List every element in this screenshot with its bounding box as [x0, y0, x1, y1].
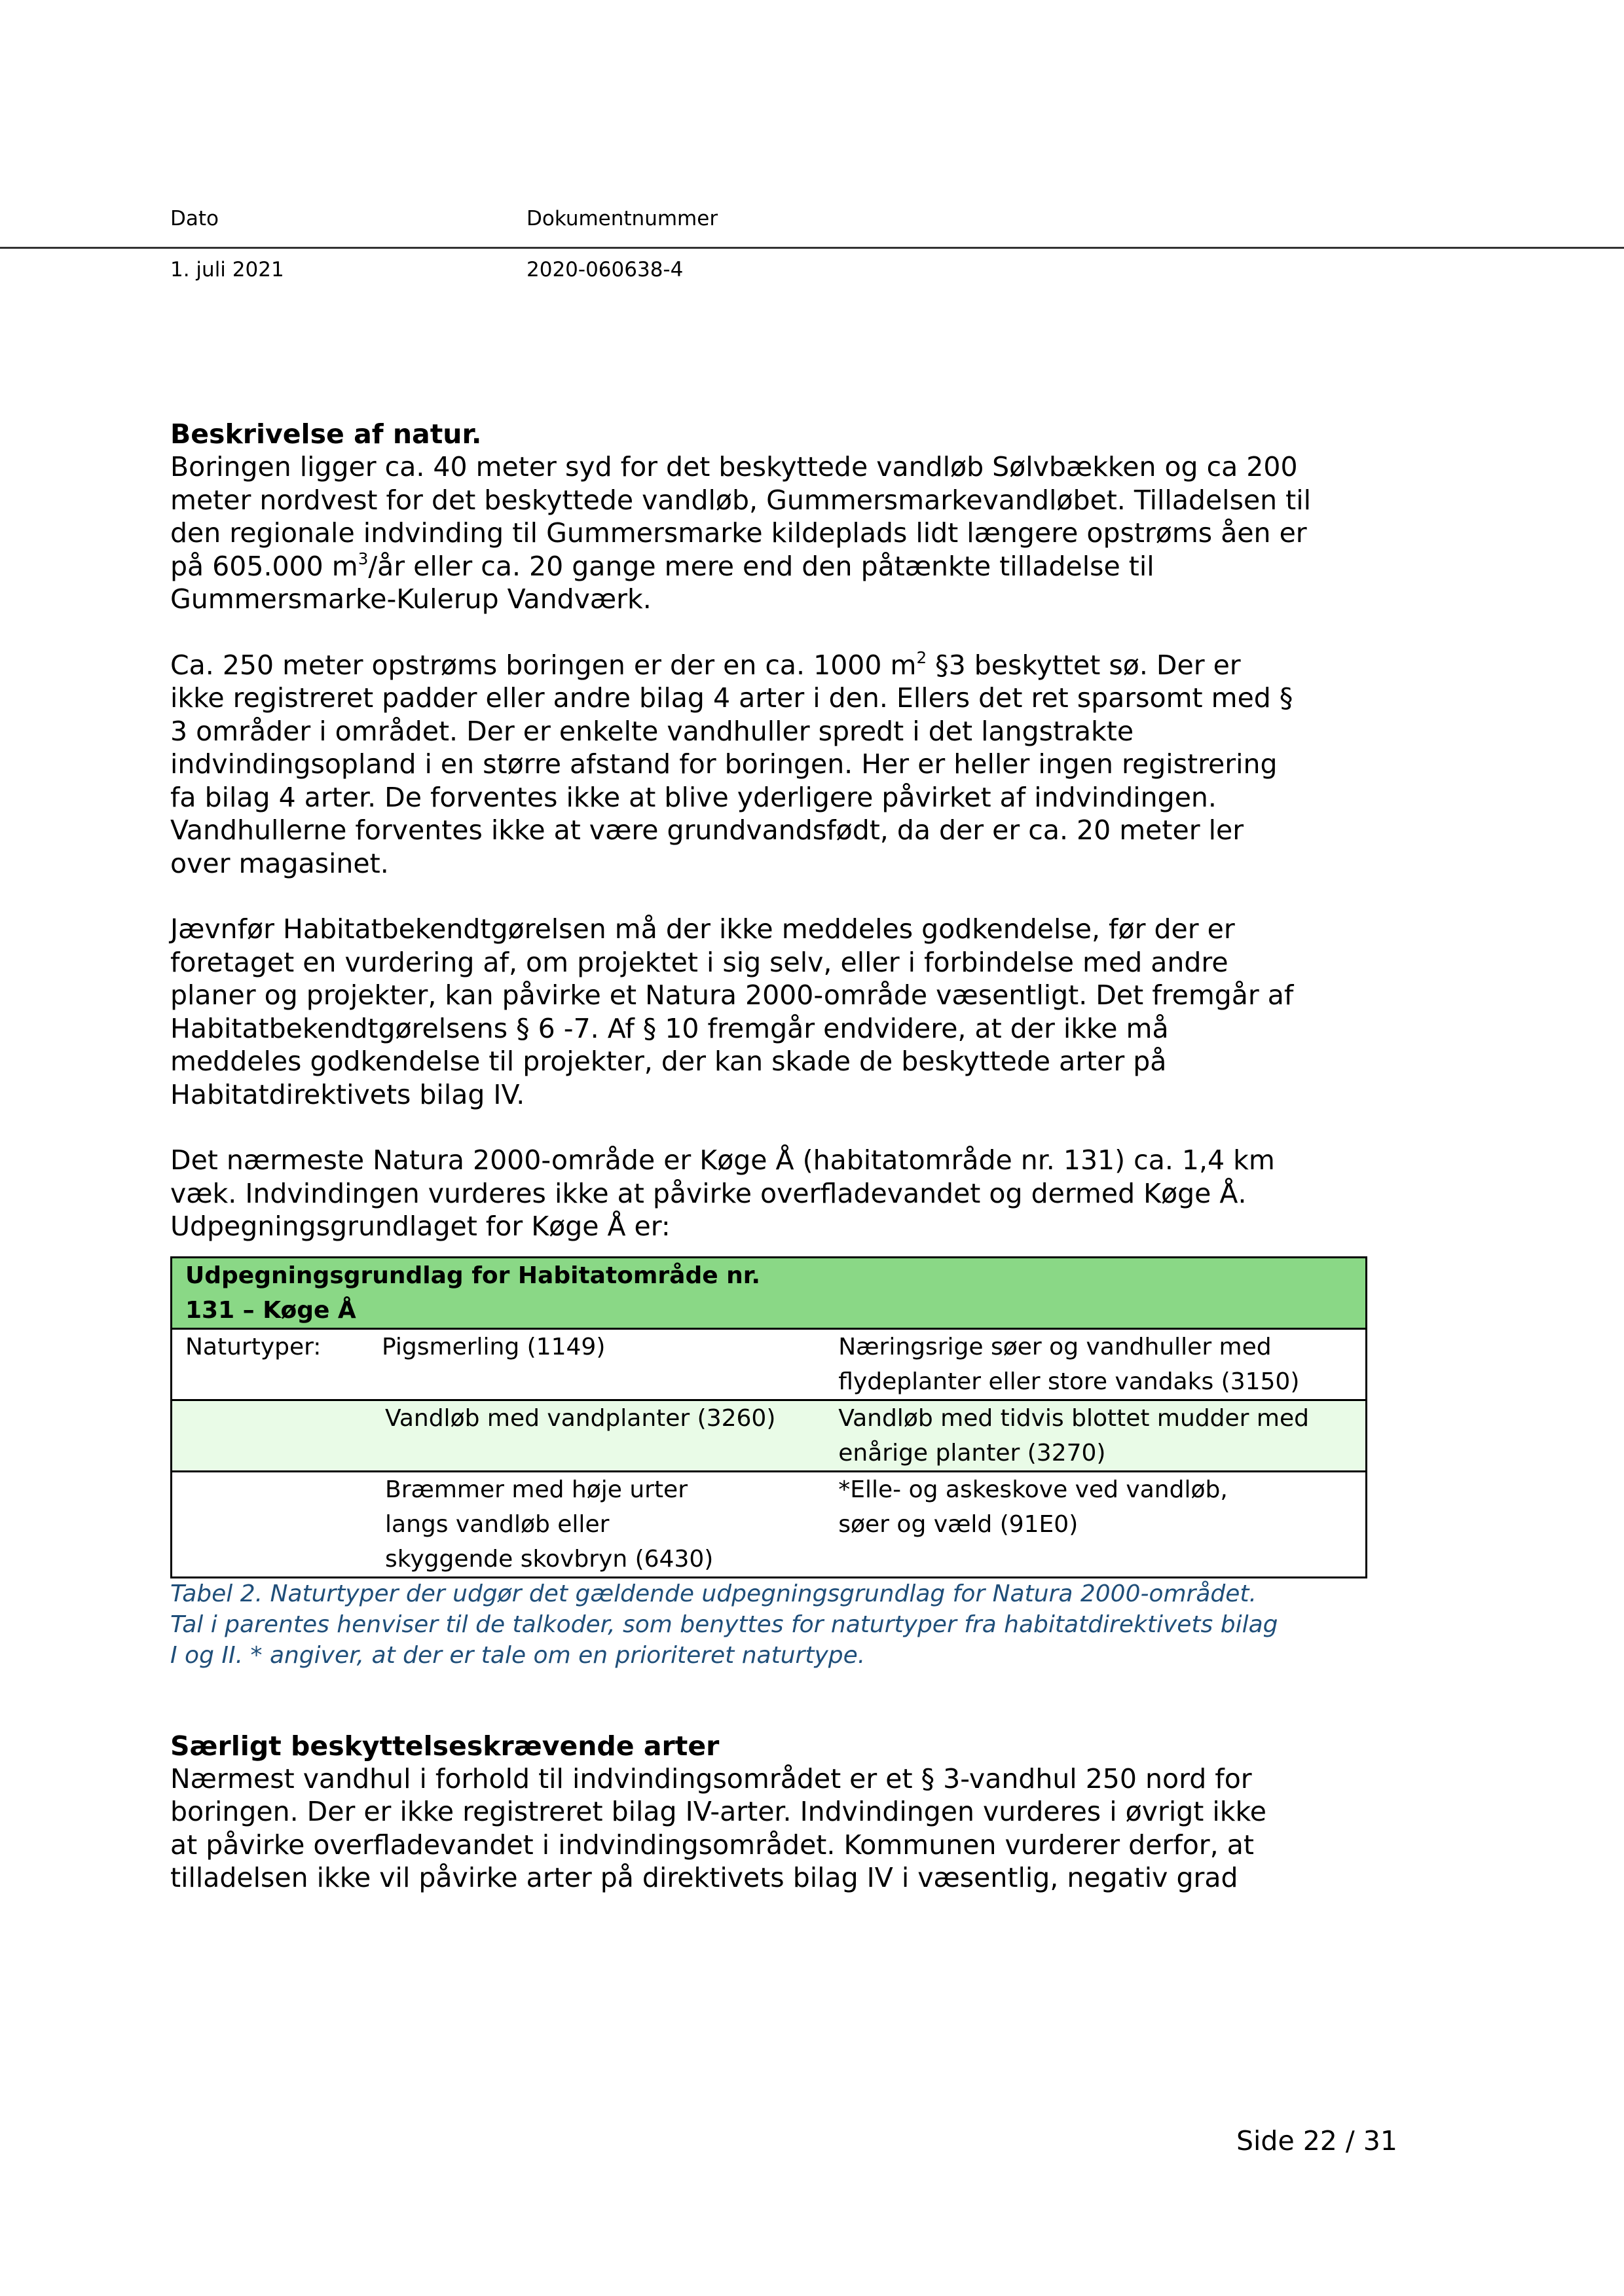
- table-row: [172, 1400, 1367, 1471]
- superscript: 3: [358, 549, 369, 568]
- document-number-label: Dokumentnummer: [526, 207, 718, 230]
- table-cell: Bræmmer med høje urter langs vandløb eller skyggende skovbryn (6430): [172, 1471, 826, 1577]
- section-heading-protected-species: Særligt beskyttelseskrævende arter: [170, 1730, 720, 1762]
- paragraph-annex-iv: Nærmest vandhul i forhold til indvindingsområdet er et § 3-vandhul 250 nord for boringen. Der er ikke registreret bilag IV-arter. Indvindingen vurderes i øvrigt ikke at påvirke overfladevandet i indvindingsområdet. Kommunen vurderer derfor, at tilladelsen ikke vil påvirke arter på direktivets bilag IV i væsentlig, negativ grad: [170, 1762, 1266, 1893]
- paragraph-text: Boringen ligger ca. 40 meter syd for det beskyttede vandløb Sølvbækken og ca 200 meter nordvest for det beskyttede vandløb, Gummersmarkevandløbet. Tilladelsen til den regionale indvinding til Gummersmarke kildeplads lidt længere opstrøms åen er på 605.000 m: [170, 451, 1312, 582]
- paragraph-habitat-order: Jævnfør Habitatbekendtgørelsen må der ikke meddeles godkendelse, før der er foretaget en vurdering af, om projektet i sig selv, eller i forbindelse med andre planer og projekter, kan påvirke et Natura 2000-område væsentligt. Det fremgår af Habitatbekendtgørelsens § 6 -7. Af § 10 fremgår endvidere, at der ikke må meddeles godkendelse til projekter, der kan skade de beskyttede arter på Habitatdirektivets bilag IV.: [170, 913, 1294, 1110]
- table-row: [172, 1471, 1367, 1577]
- paragraph-text: §3 beskyttet sø. Der er ikke registreret padder eller andre bilag 4 arter i den. Ellers det ret sparsomt med § 3 områder i området. Der er enkelte vandhuller spredt i det langstrakte indvindingsopland i en større afstand for boringen. Her er heller ingen registrering fa bilag 4 arter. De forventes ikke at blive yderligere påvirket af indvindingen. Vandhullerne forventes ikke at være grundvandsfødt, da der er ca. 20 meter ler over magasinet.: [170, 649, 1293, 879]
- date-value: 1. juli 2021: [170, 258, 284, 282]
- document-body: [170, 418, 1388, 1895]
- table-cell: Vandløb med vandplanter (3260): [172, 1400, 826, 1471]
- section-heading-nature: Beskrivelse af natur.: [170, 418, 482, 450]
- table-header-row: [172, 1257, 1367, 1328]
- paragraph-boring-location: [170, 450, 1388, 616]
- paragraph-text: /år eller ca. 20 gange mere end den påtænkte tilladelse til Gummersmarke-Kulerup Vandværk.: [170, 550, 1154, 615]
- header-divider: [0, 247, 1624, 249]
- table-cell-text: Pigsmerling (1149): [382, 1333, 606, 1360]
- page-number: Side 22 / 31: [1236, 2125, 1397, 2157]
- table-header-cell-empty: [825, 1257, 1366, 1328]
- paragraph-lake: [170, 649, 1388, 881]
- date-label: Dato: [170, 207, 219, 230]
- document-number-value: 2020-060638-4: [526, 258, 684, 282]
- table-row: [172, 1328, 1367, 1400]
- paragraph-text: Ca. 250 meter opstrøms boringen er der en ca. 1000 m: [170, 649, 917, 681]
- superscript: 2: [916, 647, 927, 667]
- nature-types-label: Naturtyper:: [185, 1333, 322, 1360]
- paragraph-natura2000: Det nærmeste Natura 2000-område er Køge Å (habitatområde nr. 131) ca. 1,4 km væk. Indvindingen vurderes ikke at påvirke overfladevandet og dermed Køge Å. Udpegningsgrundlaget for Køge Å er:: [170, 1144, 1275, 1242]
- table-cell: Næringsrige søer og vandhuller med flydeplanter eller store vandaks (3150): [825, 1328, 1366, 1400]
- table-cell: [172, 1328, 826, 1400]
- table-header-cell: Udpegningsgrundlag for Habitatområde nr. 131 – Køge Å: [172, 1257, 826, 1328]
- table-caption: Tabel 2. Naturtyper der udgør det gældende udpegningsgrundlag for Natura 2000-området. Tal i parentes henviser til de talkoder, som benyttes for naturtyper fra habitatdirektivets bilag I og II. * angiver, at der er tale om en prioriteret naturtype.: [170, 1580, 1278, 1669]
- designation-table: [170, 1256, 1367, 1578]
- table-cell: Vandløb med tidvis blottet mudder med enårige planter (3270): [825, 1400, 1366, 1471]
- table-cell: *Elle- og askeskove ved vandløb, søer og væld (91E0): [825, 1471, 1366, 1577]
